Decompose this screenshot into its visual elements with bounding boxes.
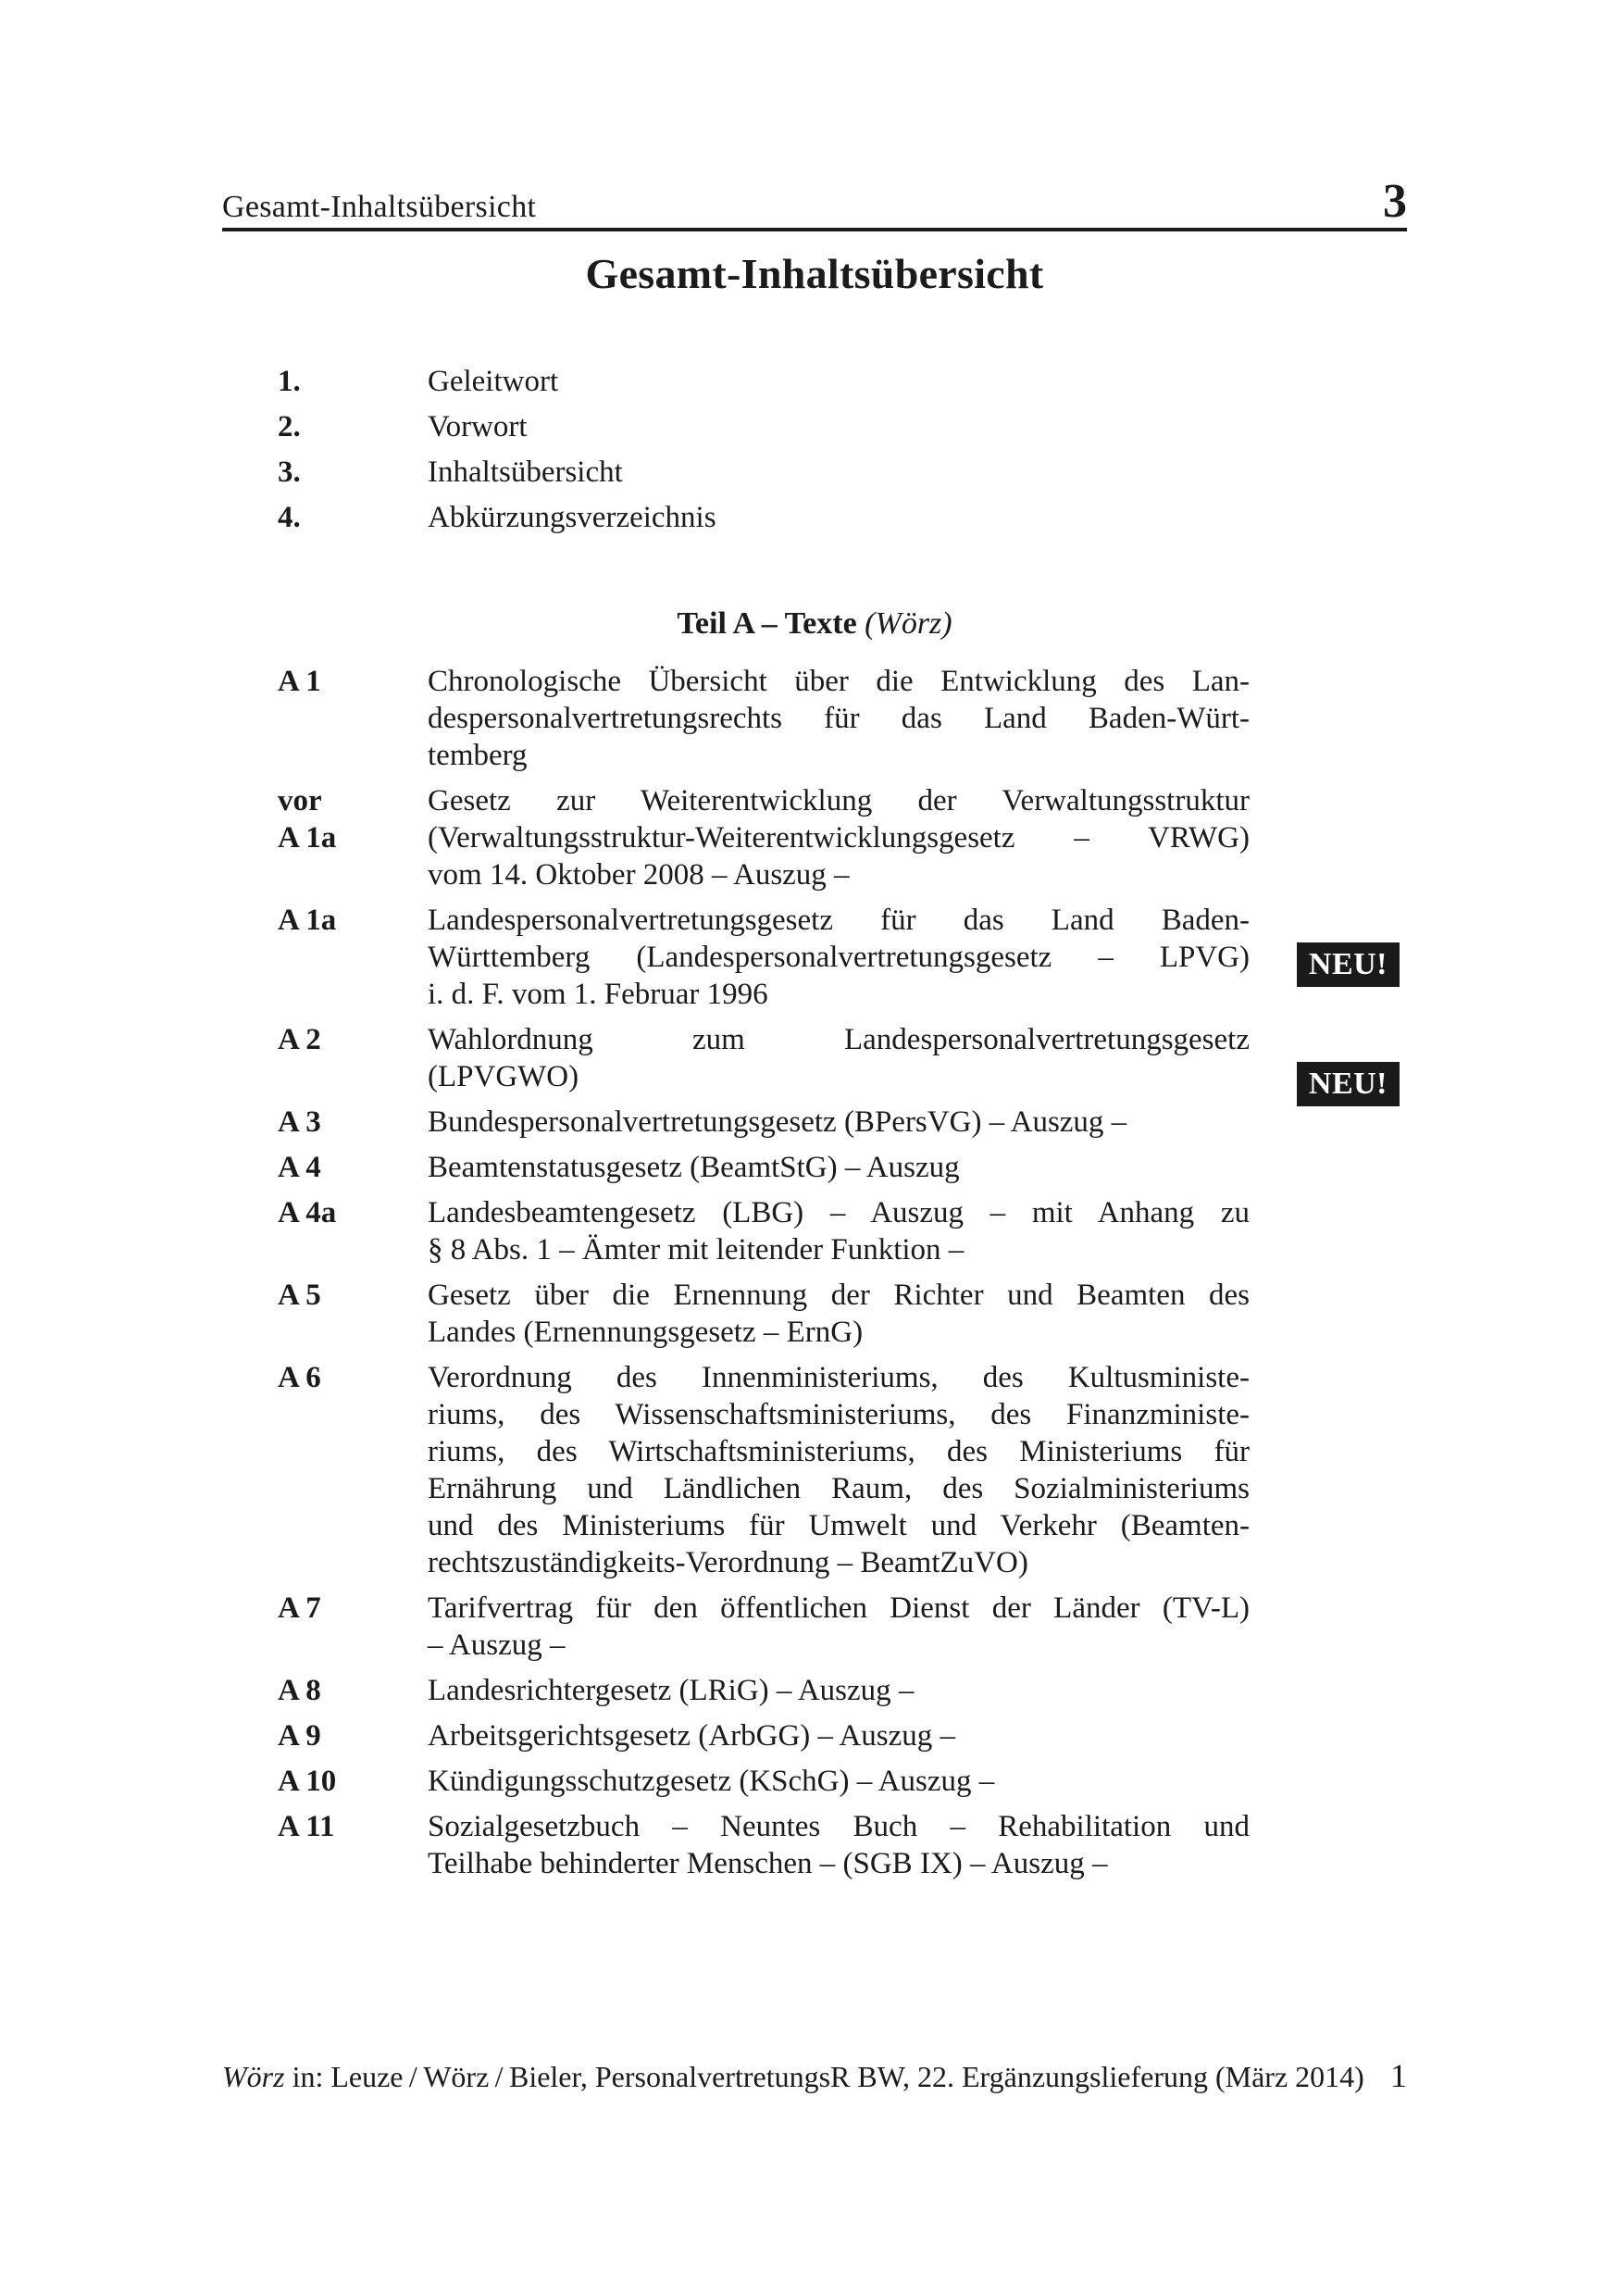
entry-text-line: (Verwaltungsstruktur-Weiterentwicklungsgesetz – VRWG)	[428, 821, 1250, 855]
entry-id	[278, 1763, 428, 1800]
entry-id	[278, 1194, 428, 1268]
front-matter-list	[278, 363, 1250, 544]
entry-id	[278, 782, 428, 893]
toc-entry-row	[278, 1194, 1407, 1268]
entry-text-line: i. d. F. vom 1. Februar 1996	[428, 978, 768, 1011]
entry-id-line: A 8	[278, 1674, 321, 1707]
entry-text-line: temberg	[428, 739, 528, 772]
entry-id	[278, 902, 428, 1013]
entry-text	[428, 1808, 1250, 1882]
page-title: Gesamt-Inhaltsübersicht	[585, 250, 1044, 297]
front-matter-number: 4.	[278, 501, 301, 534]
toc-entry-row	[278, 1359, 1407, 1581]
entry-text-line: riums, des Wirtschaftsministeriums, des Ministeriums für	[428, 1435, 1250, 1468]
toc-entry-row	[278, 1149, 1407, 1186]
entry-text	[428, 663, 1250, 774]
entry-text-line: Sozialgesetzbuch – Neuntes Buch – Rehabilitation und	[428, 1810, 1250, 1843]
entry-text-line: Verordnung des Innenministeriums, des Kultusministe-	[428, 1361, 1250, 1394]
entry-text-line: Chronologische Übersicht über die Entwicklung des Lan-	[428, 665, 1250, 698]
entry-text	[428, 1149, 1250, 1186]
entry-text	[428, 1590, 1250, 1664]
entry-text-line: und des Ministeriums für Umwelt und Verkehr (Beamten-	[428, 1509, 1250, 1542]
entry-text	[428, 1277, 1250, 1351]
entry-id	[278, 1359, 428, 1581]
section-heading-bold: Teil A – Texte	[677, 606, 857, 641]
front-matter-row	[278, 454, 1250, 491]
entry-text-line: Gesetz über die Ernennung der Richter und Beamten des	[428, 1279, 1250, 1312]
front-matter-label: Vorwort	[428, 410, 528, 443]
section-heading-italic: (Wörz)	[865, 606, 952, 641]
entry-text	[428, 1194, 1250, 1268]
entry-text-line: Landesrichtergesetz (LRiG) – Auszug –	[428, 1674, 915, 1707]
entry-id-line: A 3	[278, 1105, 321, 1139]
entry-id-line: A 11	[278, 1810, 335, 1843]
footer-text: in: Leuze / Wörz / Bieler, PersonalvertretungsR BW, 22. Ergänzungslieferung (März 2014)	[284, 2060, 1364, 2093]
entry-id-line: A 1a	[278, 904, 337, 937]
front-matter-label: Geleitwort	[428, 365, 559, 398]
front-matter-row	[278, 499, 1250, 536]
running-header-title: Gesamt-Inhaltsübersicht	[222, 190, 537, 224]
footer-caption	[222, 2058, 1364, 2095]
entry-id-line: A 5	[278, 1279, 321, 1312]
entry-id-line: A 2	[278, 1023, 321, 1056]
header-rule	[222, 228, 1407, 231]
toc-entry-row	[278, 1277, 1407, 1351]
entry-id	[278, 1021, 428, 1095]
entry-text-line: rechtszuständigkeits-Verordnung – BeamtZuVO)	[428, 1546, 1028, 1579]
toc-entry-row	[278, 1717, 1407, 1754]
entry-text-line: (LPVGWO)	[428, 1060, 579, 1093]
entry-text-line: Landespersonalvertretungsgesetz für das Land Baden-	[428, 904, 1250, 937]
front-matter-label: Inhaltsübersicht	[428, 455, 623, 489]
toc-entry-row	[278, 663, 1407, 774]
entry-text-line: Bundespersonalvertretungsgesetz (BPersVG) – Auszug –	[428, 1105, 1127, 1139]
front-matter-number: 3.	[278, 455, 301, 489]
entry-id-line: A 7	[278, 1591, 321, 1625]
neu-badge: NEU!	[1297, 1062, 1400, 1106]
front-matter-row	[278, 408, 1250, 445]
entry-text	[428, 1672, 1250, 1709]
entry-id	[278, 1104, 428, 1141]
entry-text-line: Wahlordnung zum Landespersonalvertretungsgesetz	[428, 1023, 1250, 1056]
entry-text-line: riums, des Wissenschaftsministeriums, des Finanzministe-	[428, 1398, 1250, 1431]
toc-entry-row	[278, 1021, 1407, 1101]
front-matter-number: 1.	[278, 365, 301, 398]
entry-text-line: despersonalvertretungsrechts für das Land Baden-Würt-	[428, 702, 1250, 735]
entry-id-line: A 4a	[278, 1196, 337, 1229]
footer-author: Wörz	[222, 2060, 285, 2093]
entry-id-line: A 9	[278, 1719, 321, 1753]
entry-text	[428, 902, 1250, 1013]
entry-text-line: Landesbeamtengesetz (LBG) – Auszug – mit Anhang zu	[428, 1196, 1250, 1229]
entry-text-line: Landes (Ernennungsgesetz – ErnG)	[428, 1316, 864, 1349]
entry-id-line: A 6	[278, 1361, 321, 1394]
front-matter-number: 2.	[278, 410, 301, 443]
toc-entry-row	[278, 782, 1407, 893]
toc-entry-row	[278, 1104, 1407, 1141]
entry-text-line: Arbeitsgerichtsgesetz (ArbGG) – Auszug –	[428, 1719, 956, 1753]
entry-id	[278, 1277, 428, 1351]
page-number-top: 3	[1383, 175, 1407, 228]
entry-text-line: Gesetz zur Weiterentwicklung der Verwaltungsstruktur	[428, 784, 1250, 817]
entry-id-line: A 10	[278, 1765, 337, 1798]
entry-id-line: A 4	[278, 1151, 321, 1184]
front-matter-label: Abkürzungsverzeichnis	[428, 501, 716, 534]
entry-text	[428, 1359, 1250, 1581]
entry-text-line: Ernährung und Ländlichen Raum, des Sozialministeriums	[428, 1472, 1250, 1505]
entry-text-line: § 8 Abs. 1 – Ämter mit leitender Funktion –	[428, 1233, 965, 1267]
entry-text	[428, 782, 1250, 893]
entry-text-line: Württemberg (Landespersonalvertretungsgesetz – LPVG)	[428, 941, 1250, 974]
entry-text-line: Beamtenstatusgesetz (BeamtStG) – Auszug	[428, 1151, 960, 1184]
running-header	[222, 175, 1407, 228]
entry-text-line: – Auszug –	[428, 1628, 566, 1662]
entry-id	[278, 1590, 428, 1664]
entry-id	[278, 1149, 428, 1186]
entry-id	[278, 663, 428, 774]
toc-entry-row	[278, 1808, 1407, 1882]
toc-entry-row	[278, 902, 1407, 1013]
toc-entries	[278, 663, 1407, 1890]
entry-id	[278, 1717, 428, 1754]
toc-entry-row	[278, 1763, 1407, 1800]
entry-text-line: Kündigungsschutzgesetz (KSchG) – Auszug –	[428, 1765, 995, 1798]
entry-text-line: vom 14. Oktober 2008 – Auszug –	[428, 858, 850, 892]
entry-id-line: A 1	[278, 665, 321, 698]
entry-id-line: vor	[278, 784, 322, 817]
entry-text	[428, 1717, 1250, 1754]
entry-text-line: Teilhabe behinderter Menschen – (SGB IX) – Auszug –	[428, 1847, 1108, 1880]
entry-id	[278, 1808, 428, 1882]
toc-entry-row	[278, 1672, 1407, 1709]
entry-text-line: Tarifvertrag für den öffentlichen Dienst der Länder (TV-L)	[428, 1591, 1250, 1625]
page-number-bottom: 1	[1390, 2057, 1407, 2094]
section-heading	[222, 605, 1407, 643]
entry-text	[428, 1763, 1250, 1800]
entry-text	[428, 1021, 1250, 1095]
page-footer	[222, 2057, 1407, 2095]
front-matter-row	[278, 363, 1250, 400]
toc-entry-row	[278, 1590, 1407, 1664]
entry-text	[428, 1104, 1250, 1141]
entry-id	[278, 1672, 428, 1709]
entry-id-line: A 1a	[278, 821, 337, 855]
neu-badge: NEU!	[1297, 942, 1400, 987]
